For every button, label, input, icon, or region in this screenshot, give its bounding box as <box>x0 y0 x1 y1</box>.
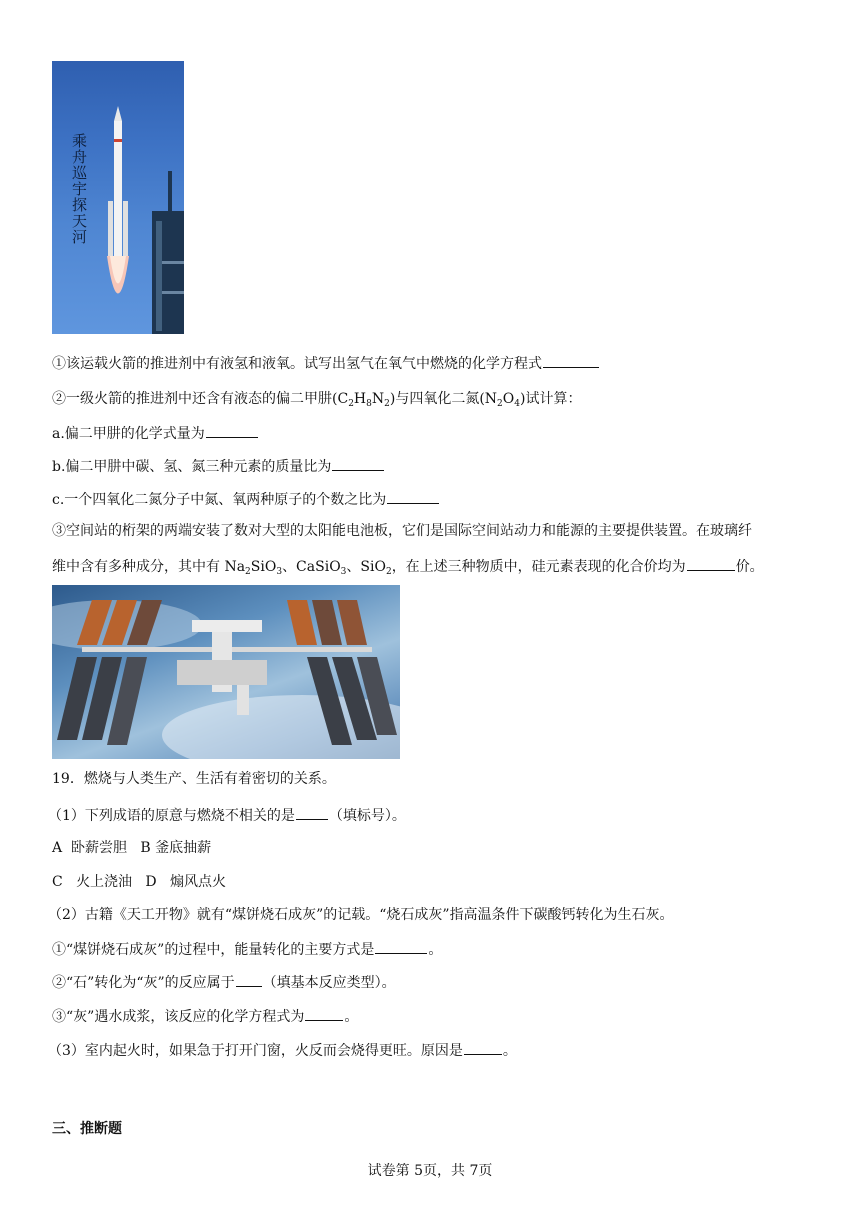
subscript: 2 <box>384 399 390 409</box>
text: SiO <box>250 559 277 575</box>
text: （填基本反应类型）。 <box>262 975 396 991</box>
text: 维中含有多种成分，其中有 Na <box>52 559 246 575</box>
q19-options-cd <box>52 872 226 892</box>
text: （2）古籍《天工开物》就有“煤饼烧石成灰”的记载。“烧石成灰”指高温条件下碳酸钙转化为生石灰。 <box>48 907 674 923</box>
text: 、CaSiO <box>282 559 341 575</box>
text: H <box>353 391 367 407</box>
text: ②“石”转化为“灰”的反应属于 <box>52 975 235 991</box>
q18-a <box>52 423 259 444</box>
q18-part1-text: ①该运载火箭的推进剂中有液氢和液氧。试写出氢气在氧气中燃烧的化学方程式 <box>52 356 542 372</box>
subscript: 4 <box>514 399 520 409</box>
q18-part3-line1 <box>52 521 752 541</box>
answer-blank[interactable] <box>305 1006 343 1021</box>
q19-part2 <box>48 905 674 925</box>
q18-b <box>52 456 385 477</box>
text: b.偏二甲肼中碳、氢、氮三种元素的质量比为 <box>52 459 332 475</box>
answer-blank[interactable] <box>687 556 735 571</box>
rocket-caption: 乘舟巡宇探天河 <box>70 133 88 245</box>
answer-blank[interactable] <box>375 939 427 954</box>
text: ③空间站的桁架的两端安装了数对大型的太阳能电池板，它们是国际空间站动力和能源的主要提供装置。在玻璃纤 <box>52 523 752 539</box>
q19-options-ab <box>52 838 211 858</box>
text: （1）下列成语的原意与燃烧不相关的是 <box>48 808 295 824</box>
q19-part2-2 <box>52 972 396 993</box>
subscript: 2 <box>245 567 251 577</box>
space-station-image <box>52 585 400 759</box>
text: 价。 <box>735 559 764 575</box>
subscript: 2 <box>497 399 503 409</box>
text: a.偏二甲肼的化学式量为 <box>52 426 205 442</box>
text: ③“灰”遇水成浆，该反应的化学方程式为 <box>52 1009 305 1025</box>
text: O <box>502 391 515 407</box>
text: C 火上浇油 D 煽风点火 <box>52 874 226 890</box>
answer-blank[interactable] <box>296 805 328 820</box>
text: c.一个四氧化二氮分子中氮、氧两种原子的个数之比为 <box>52 492 387 508</box>
q19-title <box>52 769 336 789</box>
rocket-launch-image <box>52 61 184 334</box>
text: 。 <box>428 942 443 958</box>
text: （3）室内起火时，如果急于打开门窗，火反而会烧得更旺。原因是 <box>48 1043 463 1059</box>
q19-part1 <box>48 805 406 826</box>
text: 、SiO <box>346 559 386 575</box>
answer-blank[interactable] <box>464 1040 502 1055</box>
q18-part1 <box>52 353 600 374</box>
subscript: 3 <box>276 567 283 577</box>
q19-part3 <box>48 1040 517 1061</box>
answer-blank[interactable] <box>543 353 599 368</box>
text: 。 <box>344 1009 359 1025</box>
text: 19．燃烧与人类生产、生活有着密切的关系。 <box>52 771 336 787</box>
answer-blank[interactable] <box>236 972 262 987</box>
page-footer: 试卷第 5页，共 7页 <box>367 1163 493 1179</box>
q18-c <box>52 489 440 510</box>
answer-blank[interactable] <box>387 489 439 504</box>
text: )与四氧化二氮(N <box>389 391 498 407</box>
text: N <box>371 391 385 407</box>
text: 。 <box>502 1043 517 1059</box>
text: ，在上述三种物质中，硅元素表现的化合价均为 <box>391 559 686 575</box>
text: （填标号）。 <box>328 808 406 824</box>
text: ②一级火箭的推进剂中还含有液态的偏二甲肼(C <box>52 391 349 407</box>
text: ①“煤饼烧石成灰”的过程中，能量转化的主要方式是 <box>52 942 375 958</box>
section-heading: 三、推断题 <box>52 1121 122 1137</box>
subscript: 8 <box>366 399 372 409</box>
q18-part3-line2 <box>52 556 764 577</box>
text: )试计算： <box>520 391 582 407</box>
answer-blank[interactable] <box>206 423 258 438</box>
subscript: 2 <box>385 567 392 577</box>
answer-blank[interactable] <box>332 456 384 471</box>
subscript: 3 <box>340 567 347 577</box>
subscript: 2 <box>348 399 354 409</box>
text: A 卧薪尝胆 B 釜底抽薪 <box>52 840 212 856</box>
q19-part2-3 <box>52 1006 358 1027</box>
q19-part2-1 <box>52 939 442 960</box>
q18-part2 <box>52 389 581 409</box>
